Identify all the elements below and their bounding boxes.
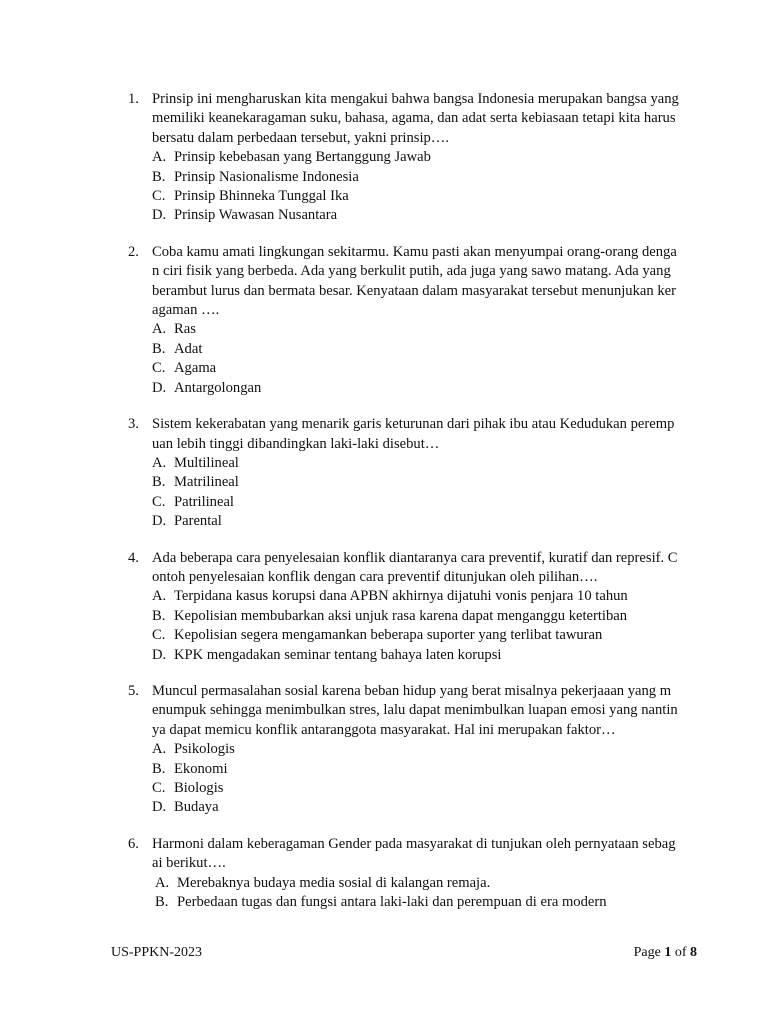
footer-page-number (634, 944, 697, 962)
option-letter: D. (152, 513, 167, 530)
question-text: Muncul permasalahan sosial karena beban hidup yang berat misalnya pekerjaaan yang m enumpuk sehingga menimbulkan stres, lalu dapat menimbulkan luapan emosi yang nantin ya dapat memicu konflik antaranggota masyarakat. Hal ini merupakan faktor… (152, 682, 678, 738)
answer-option (152, 874, 703, 893)
option-letter: D. (152, 379, 167, 396)
answer-option (152, 512, 703, 531)
question-body (152, 243, 703, 398)
answer-option (152, 760, 703, 779)
question-number: 3. (128, 416, 139, 433)
option-text: Prinsip Nasionalisme Indonesia (174, 168, 359, 185)
page-current: 1 (664, 945, 672, 960)
question-text: Prinsip ini mengharuskan kita mengakui bahwa bangsa Indonesia merupakan bangsa yang memiliki keanekaragaman suku, bahasa, agama, dan adat serta kebiasaan tetapi kita harus bersatu dalam perbedaan tersebut, yakni prinsip…. (152, 91, 679, 146)
option-text: Antargolongan (174, 379, 262, 396)
answer-option (152, 320, 703, 339)
option-letter: A. (152, 149, 167, 166)
question-item (128, 90, 703, 226)
option-letter: A. (152, 321, 167, 338)
option-letter: C. (152, 627, 166, 644)
page-footer (111, 944, 697, 962)
option-text: Budaya (174, 799, 219, 816)
answer-option (152, 148, 703, 167)
option-text: Ekonomi (174, 760, 228, 777)
option-text: Psikologis (174, 741, 235, 758)
page-label: Page (633, 945, 661, 960)
option-letter: A. (155, 874, 170, 891)
option-text: Kepolisian segera mengamankan beberapa suporter yang terlibat tawuran (174, 627, 603, 644)
question-number: 6. (128, 835, 139, 852)
option-letter: B. (152, 474, 166, 491)
answer-option (152, 454, 703, 473)
answer-option (152, 798, 703, 817)
answer-option (152, 740, 703, 759)
option-letter: C. (152, 780, 166, 796)
option-letter: B. (152, 168, 166, 185)
answer-option (152, 187, 703, 206)
option-text: Kepolisian membubarkan aksi unjuk rasa karena dapat menganggu ketertiban (174, 607, 628, 624)
question-text: Coba kamu amati lingkungan sekitarmu. Kamu pasti akan menyumpai orang-orang denga n ciri fisik yang berbeda. Ada yang berkulit putih, ada juga yang sawo matang. Ada yang berambut lurus dan bermata besar. Kenyataan dalam masyarakat tersebut menunjukan ker agaman …. (152, 243, 677, 319)
answer-option (152, 626, 703, 645)
answer-options (152, 587, 703, 665)
answer-option (152, 646, 703, 665)
answer-option (152, 340, 703, 359)
question-text: Sistem kekerabatan yang menarik garis keturunan dari pihak ibu atau Kedudukan peremp uan lebih tinggi dibandingkan laki-laki disebut… (152, 416, 675, 452)
option-text: Terpidana kasus korupsi dana APBN akhirnya dijatuhi vonis penjara 10 tahun (174, 588, 628, 605)
answer-option (152, 893, 703, 912)
question-number: 5. (128, 682, 139, 699)
option-text: KPK mengadakan seminar tentang bahaya laten korupsi (174, 646, 502, 663)
question-body (152, 415, 703, 531)
option-text: Prinsip Wawasan Nusantara (174, 207, 338, 224)
option-text: Matrilineal (174, 474, 239, 491)
question-item (128, 243, 703, 398)
option-letter: A. (152, 454, 167, 471)
footer-doc-code: US-PPKN-2023 (111, 945, 203, 960)
question-body (152, 90, 703, 226)
question-text: Harmoni dalam keberagaman Gender pada masyarakat di tunjukan oleh pernyataan sebag ai berikut…. (152, 835, 676, 872)
answer-option (152, 493, 703, 512)
question-text: Ada beberapa cara penyelesaian konflik diantaranya cara preventif, kuratif dan represif. C ontoh penyelesaian konflik dengan cara preventif ditunjukan oleh pilihan…. (152, 549, 678, 585)
option-text: Ras (174, 321, 196, 338)
option-text: Biologis (174, 780, 224, 796)
question-item (128, 415, 703, 531)
option-letter: A. (152, 588, 167, 605)
answer-option (152, 359, 703, 378)
option-text: Parental (174, 513, 222, 530)
option-text: Prinsip Bhinneka Tunggal Ika (174, 188, 349, 205)
answer-options (152, 740, 703, 818)
option-text: Perbedaan tugas dan fungsi antara laki-laki dan perempuan di era modern (177, 894, 607, 911)
page-of: of (674, 945, 687, 960)
option-text: Merebaknya budaya media sosial di kalangan remaja. (177, 874, 491, 891)
answer-options (152, 454, 703, 532)
question-list (128, 90, 703, 929)
option-text: Prinsip kebebasan yang Bertanggung Jawab (174, 149, 431, 166)
answer-option (152, 168, 703, 187)
option-letter: A. (152, 741, 167, 758)
question-body (152, 682, 703, 818)
option-letter: D. (152, 207, 167, 224)
answer-options (152, 320, 703, 398)
option-letter: C. (152, 188, 166, 205)
question-number: 2. (128, 243, 139, 260)
question-item (128, 835, 703, 913)
option-letter: D. (152, 646, 167, 663)
option-letter: B. (155, 894, 169, 911)
page-total: 8 (690, 945, 697, 960)
answer-option (152, 206, 703, 225)
question-item (128, 682, 703, 818)
answer-option (152, 379, 703, 398)
option-text: Agama (174, 360, 217, 377)
option-text: Multilineal (174, 454, 239, 471)
answer-option (152, 779, 703, 798)
answer-option (152, 473, 703, 492)
option-letter: B. (152, 607, 166, 624)
question-body (152, 835, 703, 913)
answer-option (152, 587, 703, 606)
option-letter: B. (152, 340, 166, 357)
question-number: 4. (128, 549, 139, 566)
question-number: 1. (128, 91, 139, 107)
option-text: Adat (174, 340, 203, 357)
option-letter: C. (152, 493, 166, 510)
question-body (152, 549, 703, 665)
option-letter: C. (152, 360, 166, 377)
answer-option (152, 607, 703, 626)
answer-options (152, 148, 703, 226)
question-item (128, 549, 703, 665)
answer-options (152, 874, 703, 913)
option-letter: D. (152, 799, 167, 816)
option-text: Patrilineal (174, 493, 234, 510)
option-letter: B. (152, 760, 166, 777)
